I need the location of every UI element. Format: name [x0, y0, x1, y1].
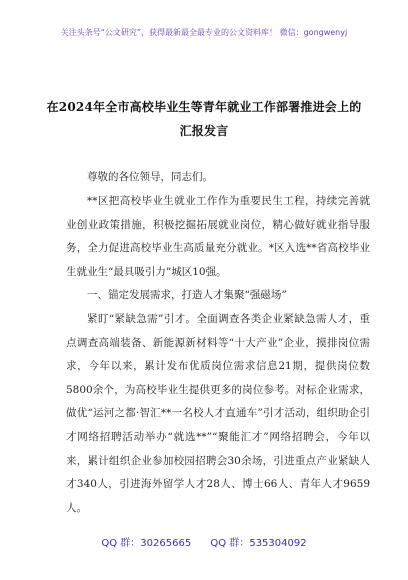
header-notice: 关注头条号“公文研究”，获得最新最全最专业的公文资料库！ 微信：gongwenyj [60, 28, 348, 37]
intro-paragraph: **区把高校毕业生就业工作作为重要民生工程，持续完善就业创业政策措施，积极挖掘拓展就业岗位，精心做好就业指导服务，全力促进高校毕业生高质量充分就业。*区入选**省高校毕业生就业生“最具吸引力”城区10强。 [66, 195, 370, 278]
footer-qq-group-2: QQ 群：535304092 [210, 538, 307, 549]
document-subtitle: 汇报发言 [179, 124, 229, 138]
section-body: 紧盯“紧缺急需”引才。全面调查各类企业紧缺急需人才，重点调查高端装备、新能源新材料等“十大产业”企业，摸排岗位需求，今年以来，累计发布优质岗位需求信息21期，提供岗位数5800余个，为高校毕业生提供更多的岗位参考。对标企业需求，做优“运河之都·智汇**一名校人才直通车”引才活动，组织助企引才网络招聘活动举办“就选**”“聚能汇才”网络招聘会，今年以来，累计组织企业参加校园招聘会30余场，引进重点产业紧缺人才340人，引进海外留学人才28人、博士66人、青年人才9659人。 [66, 313, 370, 514]
section-heading: 一、锚定发展需求，打造人才集聚“强磁场” [87, 289, 287, 301]
footer-contacts [0, 534, 408, 549]
salutation: 尊敬的各位领导，同志们。 [87, 171, 213, 183]
document-title: 在2024年全市高校毕业生等青年就业工作部署推进会上的 [46, 100, 362, 114]
footer-qq-group-1: QQ 群：30265665 [101, 538, 192, 549]
